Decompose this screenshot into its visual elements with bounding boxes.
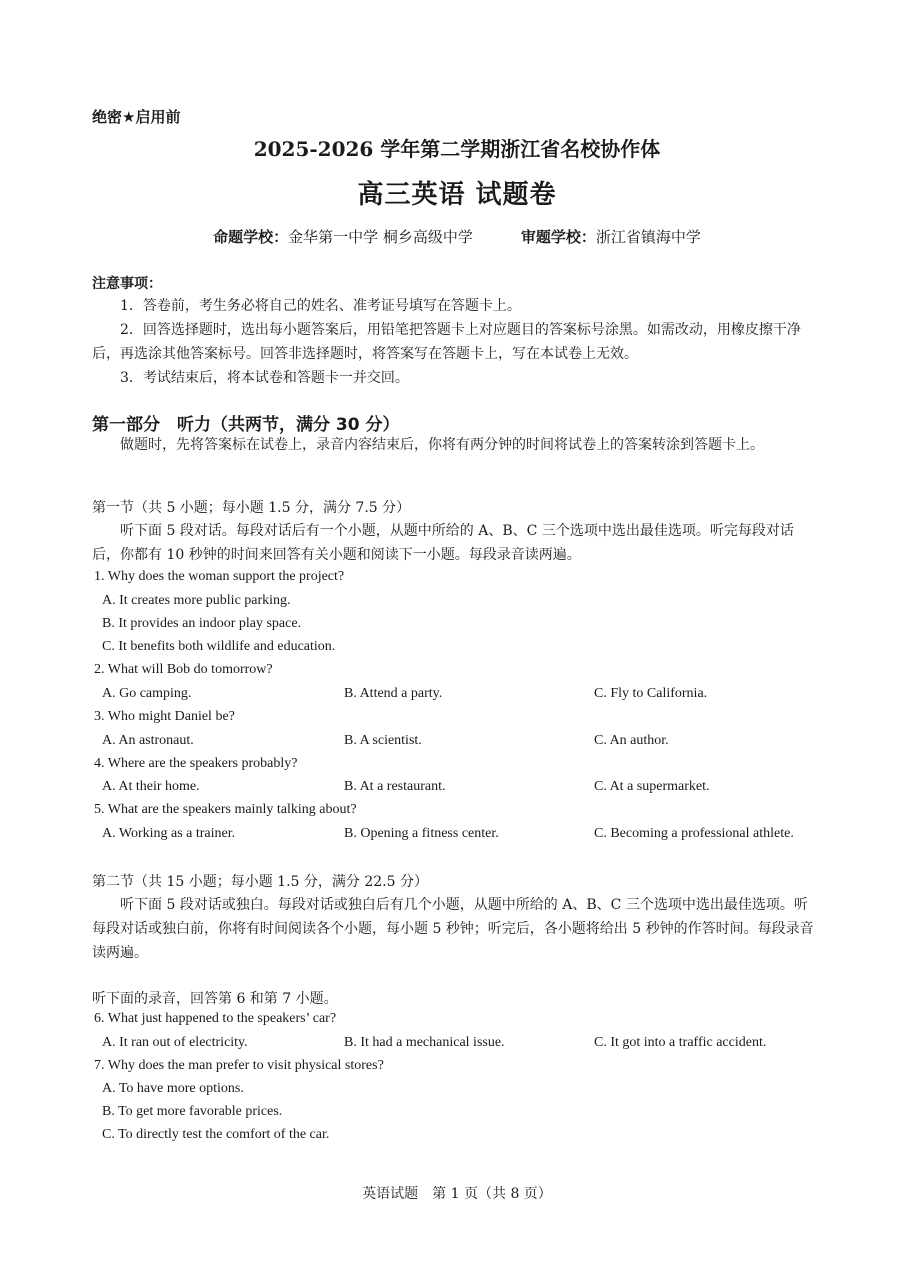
option-c: C. To directly test the comfort of the car. [102,1127,330,1142]
option-b: B. It had a mechanical issue. [344,1035,505,1050]
question-stem: 7. Why does the man prefer to visit physical stores? [94,1058,384,1073]
question-stem: 3. Who might Daniel be? [94,709,235,724]
notice-heading: 注意事项： [92,276,162,292]
question-stem: 1. Why does the woman support the project? [94,569,345,584]
question-stem: 2. What will Bob do tomorrow? [94,662,273,677]
option-b: B. Opening a fitness center. [344,826,499,841]
section2-instruction: 听下面 5 段对话或独白。每段对话或独白后有几个小题，从题中所给的 A、B、C 三个选项中选出最佳选项。听每段对话或独白前，你将有时间阅读各个小题，每小题 5 秒钟；听完后，各小题将给出 5 秒钟的作答时间。每段录音读两遍。 [92,897,814,961]
option-b: B. It provides an indoor play space. [102,616,302,631]
option-b: B. To get more favorable prices. [102,1104,283,1119]
part1-instruction: 做题时，先将答案标在试卷上，录音内容结束后，你将有两分钟的时间将试卷上的答案转涂到答题卡上。 [120,437,764,453]
option-c: C. It benefits both wildlife and education. [102,639,336,654]
question-stem: 4. Where are the speakers probably? [94,756,298,771]
paper-title: 高三英语 试题卷 [357,180,557,210]
notice-item-1: 1．答卷前，考生务必将自己的姓名、准考证号填写在答题卡上。 [120,298,521,314]
option-a: A. An astronaut. [102,733,194,748]
reviewer-value: 浙江省镇海中学 [595,228,701,246]
page-footer: 英语试题 第 1 页（共 8 页） [362,1186,552,1202]
option-b: B. A scientist. [344,733,422,748]
section1-heading: 第一节（共 5 小题；每小题 1.5 分，满分 7.5 分） [92,500,411,516]
option-a: A. It creates more public parking. [102,593,291,608]
option-c: C. Becoming a professional athlete. [594,826,794,841]
section1-instruction: 听下面 5 段对话。每段对话后有一个小题，从题中所给的 A、B、C 三个选项中选出最佳选项。听完每段对话后，你都有 10 秒钟的时间来回答有关小题和阅读下一小题。每段录音读两遍。 [92,523,794,563]
confidential-mark: 绝密★启用前 [92,108,181,126]
question-stem: 6. What just happened to the speakers’ car? [94,1011,337,1026]
proposer-value: 金华第一中学 桐乡高级中学 [288,228,473,246]
reviewer-label: 审题学校： [520,228,596,246]
part1-heading: 第一部分 听力（共两节，满分 30 分） [92,415,400,435]
option-b: B. At a restaurant. [344,779,446,794]
option-c: C. It got into a traffic accident. [594,1035,767,1050]
option-a: A. It ran out of electricity. [102,1035,248,1050]
exam-title: 2025-2026 学年第二学期浙江省名校协作体 [253,137,661,161]
option-c: C. Fly to California. [594,686,708,701]
option-c: C. An author. [594,733,669,748]
option-a: A. To have more options. [102,1081,244,1096]
group-intro: 听下面的录音，回答第 6 和第 7 小题。 [92,991,338,1007]
proposer-label: 命题学校： [213,228,289,246]
option-b: B. Attend a party. [344,686,443,701]
option-c: C. At a supermarket. [594,779,710,794]
question-stem: 5. What are the speakers mainly talking about? [94,802,357,817]
option-a: A. Working as a trainer. [102,826,236,841]
notice-item-2: 2．回答选择题时，选出每小题答案后，用铅笔把答题卡上对应题目的答案标号涂黑。如需改动，用橡皮擦干净后，再选涂其他答案标号。回答非选择题时，将答案写在答题卡上，写在本试卷上无效。 [92,322,801,362]
school-info [0,226,914,247]
notice-item-3: 3．考试结束后，将本试卷和答题卡一并交回。 [120,370,409,386]
option-a: A. Go camping. [102,686,192,701]
section2-heading: 第二节（共 15 小题；每小题 1.5 分，满分 22.5 分） [92,874,428,890]
option-a: A. At their home. [102,779,200,794]
